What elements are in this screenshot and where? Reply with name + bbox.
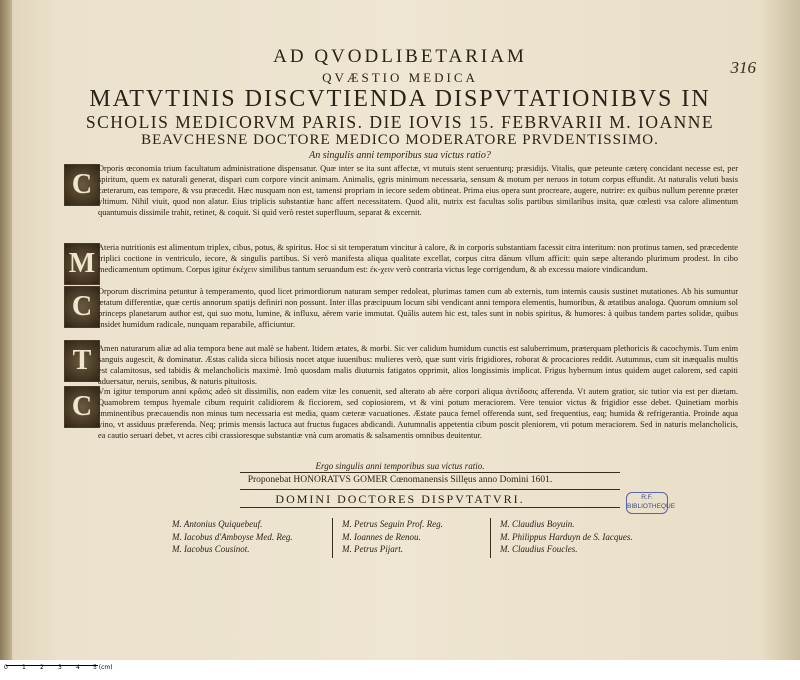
title-line-5: BEAVCHESNE DOCTORE MEDICO MODERATORE PRVDENTISSIMO. xyxy=(141,132,659,148)
title-line-1: AD QVODLIBETARIAM xyxy=(273,46,527,67)
dropcap-c-icon: C xyxy=(64,164,100,206)
dropcap-t-icon: T xyxy=(64,340,100,382)
scale-tick: 3 xyxy=(58,664,62,671)
doctor-name: M. Ioannes de Renou. xyxy=(342,531,421,542)
paragraph-4: Amen naturarum aliæ ad alia tempora bene aut malè se habent. Itidem ætates, & morbi. Sic ver calidum humidum cunctis est saluberrimum, præterquam plethoricis & cacochymis. Tum enim sanguis augescit, & dominatur. Æstas calida sicca biliosis nocet atque iuuenibus: mulieres verò, quæ sunt viris frigidiores, roborat & procaciores reddit. Autumnus, cum sit inæqualis multis est calamitosus, sed tabidis & melancholicis maximè. Imò quosdam malis diuturnis fatigatos opprimit, alios longissimis implicat. Frigus hybernum intus quidem auget calorem, sed capiti aduersatur, neruis, senibus, & naturis pituitosis. xyxy=(98,344,738,386)
scale-tick: 4 xyxy=(76,664,80,671)
dropcap-m-icon: M xyxy=(64,243,100,285)
doctor-name: M. Philippus Harduyn de S. Iacques. xyxy=(500,531,633,542)
paragraph-3: Orporum discrimina petuntur à temperamento, quod licet primordiorum naturam semper redoleat, plurimas tamen cum ab externis, tum internis causis sustinet mutationes. Ab his sumuntur ætatum differentiæ, quæ certis annorum spatijs definiri non possunt. Inter illas præcipuum locum sibi vendicant anni tempora elementis, humoribus, & ætatibus analoga. Quorum omnium sol princeps planetarum author est, qui suo motu, lumine, & influxu, aërem varie immutat. Quālis autem hic est, tales sunt in nobis spiritus, & humores: à quibus tandem partes solidæ, quibus insidet humidum radicale, nunquam reparabile, afficiuntur. xyxy=(98,287,738,329)
folio-number: 316 xyxy=(730,58,756,77)
divider xyxy=(240,489,620,490)
doctor-name: M. Antonius Quiquebeuf. xyxy=(172,519,263,529)
measurement-scale xyxy=(0,660,800,680)
title-line-4: SCHOLIS MEDICORVM PARIS. DIE IOVIS 15. FEBRVARII M. IOANNE xyxy=(85,112,715,132)
doctors-column-1 xyxy=(172,518,293,556)
title-line-2: QVÆSTIO MEDICA xyxy=(322,70,478,85)
doctors-column-3 xyxy=(500,518,633,556)
doctores-heading: DOMINI DOCTORES DISPVTATVRI. xyxy=(275,492,525,506)
doctor-name: M. Claudius Boyuin. xyxy=(500,519,575,529)
scale-tick: 5 (cm) xyxy=(93,664,113,671)
proponebat-line: Proponebat HONORATVS GOMER Cœnomanensis Sillęus anno Domini 1601. xyxy=(247,475,553,485)
doctor-name: M. Claudius Foucles. xyxy=(500,544,578,554)
column-divider xyxy=(332,518,333,558)
doctor-name: M. Petrus Seguin Prof. Reg. xyxy=(342,519,443,529)
library-stamp-icon: R.F. BIBLIOTHEQUE xyxy=(626,492,668,514)
scale-tick: 0 xyxy=(4,664,8,671)
paragraph-2: Ateria nutritionis est alimentum triplex, cibus, potus, & spiritus. Hoc si sit temperatum vincitur à calore, & in corporis substantiam facessit citra interitum: non protinus tamen, sed præcedente triplici coctione in ventriculo, iecore, & singulis partibus. Si verò manifesta aliqua qualitate excellat, corpus citra dānum vllum afficit: quin sæpe alterando plurimum prodest. In cibo medicamentum optimum. Corpus igitur ἐκέχειν similibus tantum seruandum est: ἐκ-χειν verò contraria victus lege corrigendum, & ab excessu maiore vindicandum. xyxy=(98,243,738,274)
title-line-3: MATVTINIS DISCVTIENDA DISPVTATIONIBVS IN xyxy=(89,86,711,112)
doctor-name: M. Iacobus d'Amboyse Med. Reg. xyxy=(172,531,293,542)
scale-bar xyxy=(6,662,98,666)
dropcap-c-icon: C xyxy=(64,386,100,428)
doctor-name: M. Petrus Pijart. xyxy=(342,544,403,554)
doctor-name: M. Iacobus Cousinot. xyxy=(172,544,250,554)
dropcap-c-icon: C xyxy=(64,286,100,328)
paragraph-5: Vm igitur temporum anni κρᾶσις adeò sit dissimilis, non eadem vitæ les conuenit, sed alterato ab aëre corpori aliqua ἀντίδοσις afferenda. Vt autem gratior, sic tutior via est per diætam. Quamobrem tempus hyemale cibum requirit calidiorem & ficciorem, sed copiosiorem, vt & vini potum meraciorem. Vere tenuior victus & frigidior esse debet. Quinetiam morbis imminentibus præcauendis non minus tum necessaria est media, quam cæteræ vacuationes. Æstate pauca femel offerenda sunt, sed frequentius, eaq; humida & refrigerantia. Proinde aqua vino, vt assiduus præferenda. Neq; primis mensis lactuca aut fructus fugaces abdicandi. Autumnalis appetentia cibum poscit pleniorem, vti potum meraciorem. Sed in naturis melancholicis, ea cautio seruari debet, vt acres cibi crassioresque substantiæ vnà cum aromatis & salsamentis omnibus deuitentur. xyxy=(98,387,738,440)
divider xyxy=(240,507,620,508)
scale-tick: 1 xyxy=(22,664,26,671)
doctors-column-2 xyxy=(342,518,443,556)
paragraph-1: Orporis œconomia trium facultatum administratione dispensatur. Quæ inter se ita sunt affectæ, vt mutuis stent seruenturq; præsidijs. Vitalis, quæ peteunte cæterę concidant necesse est, per spiritum, quem ex naturali generat, dispari cum corpore vincit animam. Animalis, ęgris minimum necessaria, sensum & motum per neruos in totum corpus effundit. At naturalis veluti basis cæterarum, eas tempore, & vsu præcedit. Hæc nusquam non est, tamensi propriam in iecore sedem obtineat. Prima eius opera sunt procreare, augere, nutrire: ex quibus nullum perenne præter vltimum. Nihil viuit, quod non alatur. Eius triplicis substantiæ hanc affert necessitatem. Quod alit, nutrix est facultas solis partibus similaribus insita, quæ cœlesti vsa calore alimentum quantumuis dissimile trahit, retinet, & coquit. Si quid verò restet superfluum, separat & excernit. xyxy=(98,164,738,217)
divider xyxy=(240,472,620,473)
conclusion: Ergo singulis anni temporibus sua victus ratio. xyxy=(315,461,485,471)
scale-tick: 2 xyxy=(40,664,44,671)
question: An singulis anni temporibus sua victus ratio? xyxy=(309,150,491,161)
column-divider xyxy=(490,518,491,558)
